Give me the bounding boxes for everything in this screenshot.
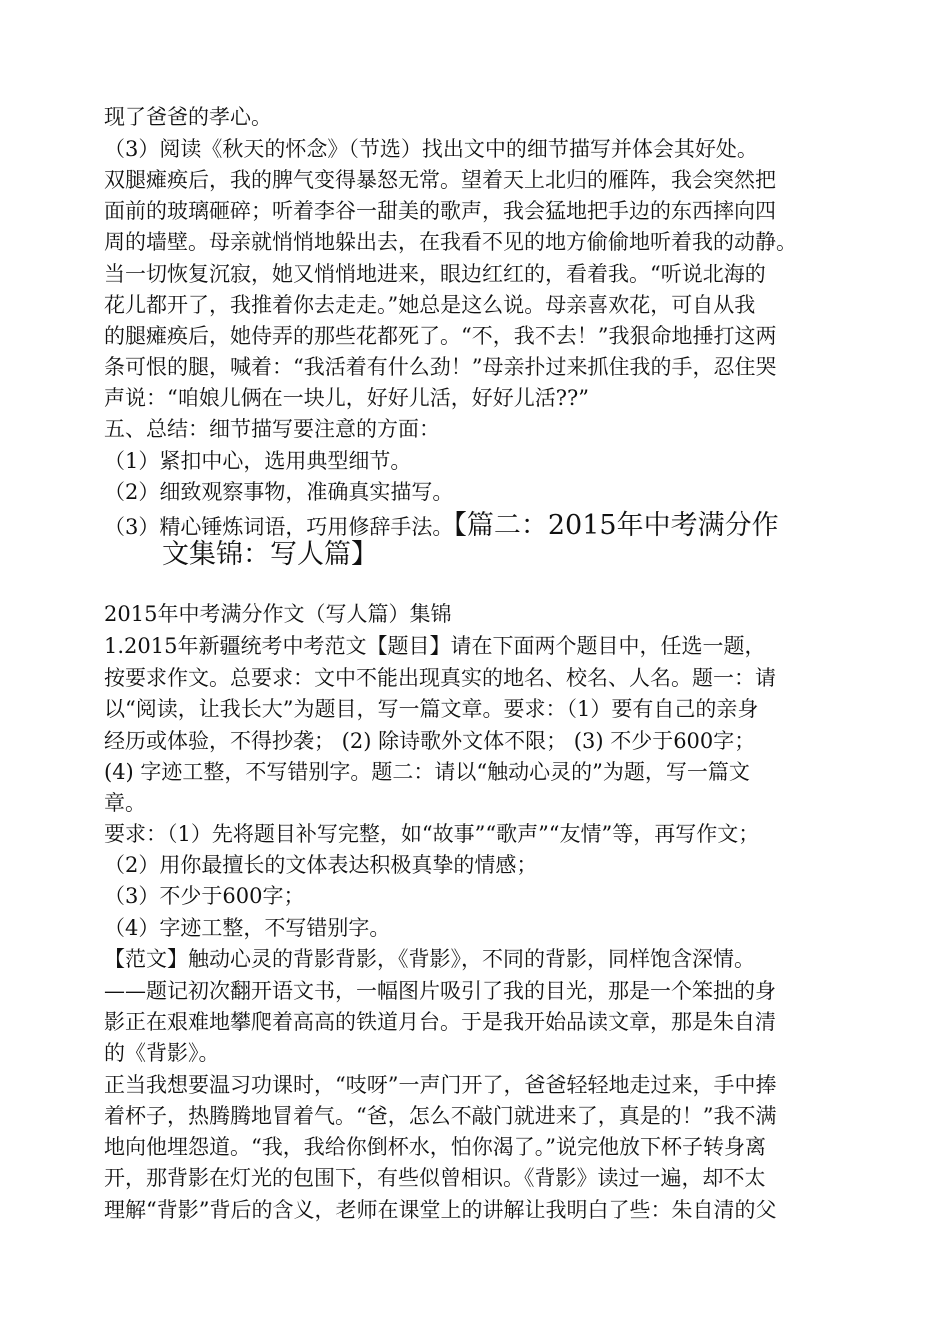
- text-line: 面前的玻璃砸碎；听着李谷一甜美的歌声，我会猛地把手边的东西摔向四: [104, 199, 776, 223]
- text-line: 声说：“咱娘儿俩在一块儿，好好儿活，好好儿活??”: [104, 386, 589, 410]
- text-line: 花儿都开了，我推着你去走走。”她总是这么说。母亲喜欢花，可自从我: [104, 293, 756, 317]
- text-line: 的《背影》。: [104, 1041, 220, 1065]
- text-line-prefix: （3）精心锤炼词语，巧用修辞手法。: [104, 515, 454, 539]
- text-line: 【范文】触动心灵的背影背影，《背影》，不同的背影，同样饱含深情。: [104, 947, 755, 971]
- text-line: （4）字迹工整，不写错别字。: [104, 916, 391, 940]
- text-line: 正当我想要温习功课时，“吱呀”一声门开了，爸爸轻轻地走过来，手中捧: [104, 1073, 777, 1097]
- text-line: 着杯子，热腾腾地冒着气。“爸，怎么不敲门就进来了，真是的！”我不满: [104, 1104, 777, 1128]
- text-line: 按要求作文。总要求：文中不能出现真实的地名、校名、人名。题一：请: [104, 666, 776, 690]
- article-title: 2015年中考满分作文（写人篇）集锦: [104, 602, 452, 626]
- text-line: 现了爸爸的孝心。: [104, 105, 272, 129]
- text-line: 双腿瘫痪后，我的脾气变得暴怒无常。望着天上北归的雁阵，我会突然把: [104, 168, 776, 192]
- text-line: 开，那背影在灯光的包围下，有些似曾相识。《背影》读过一遍，却不太: [104, 1166, 766, 1190]
- text-line: 章。: [104, 791, 146, 815]
- text-line: （1）紧扣中心，选用典型细节。: [104, 449, 412, 473]
- text-line: 以“阅读，让我长大”为题目，写一篇文章。要求：（1）要有自己的亲身: [104, 697, 759, 721]
- chapter-heading: 【篇二：2015年中考满分作: [453, 510, 779, 541]
- text-line: （3）不少于600字；: [104, 884, 305, 908]
- text-line: (4) 字迹工整，不写错别字。题二：请以“触动心灵的”为题，写一篇文: [104, 760, 750, 784]
- text-line: 理解“背影”背后的含义，老师在课堂上的讲解让我明白了些：朱自清的父: [104, 1198, 777, 1222]
- text-line: 经历或体验，不得抄袭； (2) 除诗歌外文体不限； (3) 不少于600字；: [104, 729, 756, 753]
- text-line: 的腿瘫痪后，她侍弄的那些花都死了。“不，我不去！”我狠命地捶打这两: [104, 324, 777, 348]
- section-title: 五、总结：细节描写要注意的方面：: [104, 417, 440, 441]
- text-line: 条可恨的腿，喊着：“我活着有什么劲！”母亲扑过来抓住我的手，忍住哭: [104, 355, 777, 379]
- text-line: 周的墙壁。母亲就悄悄地躲出去，在我看不见的地方偷偷地听着我的动静。: [104, 230, 797, 254]
- text-line: （3）阅读《秋天的怀念》（节选）找出文中的细节描写并体会其好处。: [104, 137, 758, 161]
- text-line: 要求：（1）先将题目补写完整，如“故事”“歌声”“友情”等，再写作文；: [104, 822, 760, 846]
- text-line: 1.2015年新疆统考中考范文【题目】请在下面两个题目中，任选一题，: [104, 634, 766, 658]
- text-line: （2）用你最擅长的文体表达积极真挚的情感；: [104, 853, 538, 877]
- text-line: 影正在艰难地攀爬着高高的铁道月台。于是我开始品读文章，那是朱自清: [104, 1010, 776, 1034]
- text-line: 地向他埋怨道。“我，我给你倒杯水，怕你渴了。”说完他放下杯子转身离: [104, 1135, 766, 1159]
- text-line: （2）细致观察事物，准确真实描写。: [104, 480, 454, 504]
- text-line: 当一切恢复沉寂，她又悄悄地进来，眼边红红的，看着我。“听说北海的: [104, 262, 766, 286]
- chapter-heading-cont: 文集锦：写人篇】: [162, 539, 378, 570]
- text-line: ——题记初次翻开语文书，一幅图片吸引了我的目光，那是一个笨拙的身: [104, 979, 776, 1003]
